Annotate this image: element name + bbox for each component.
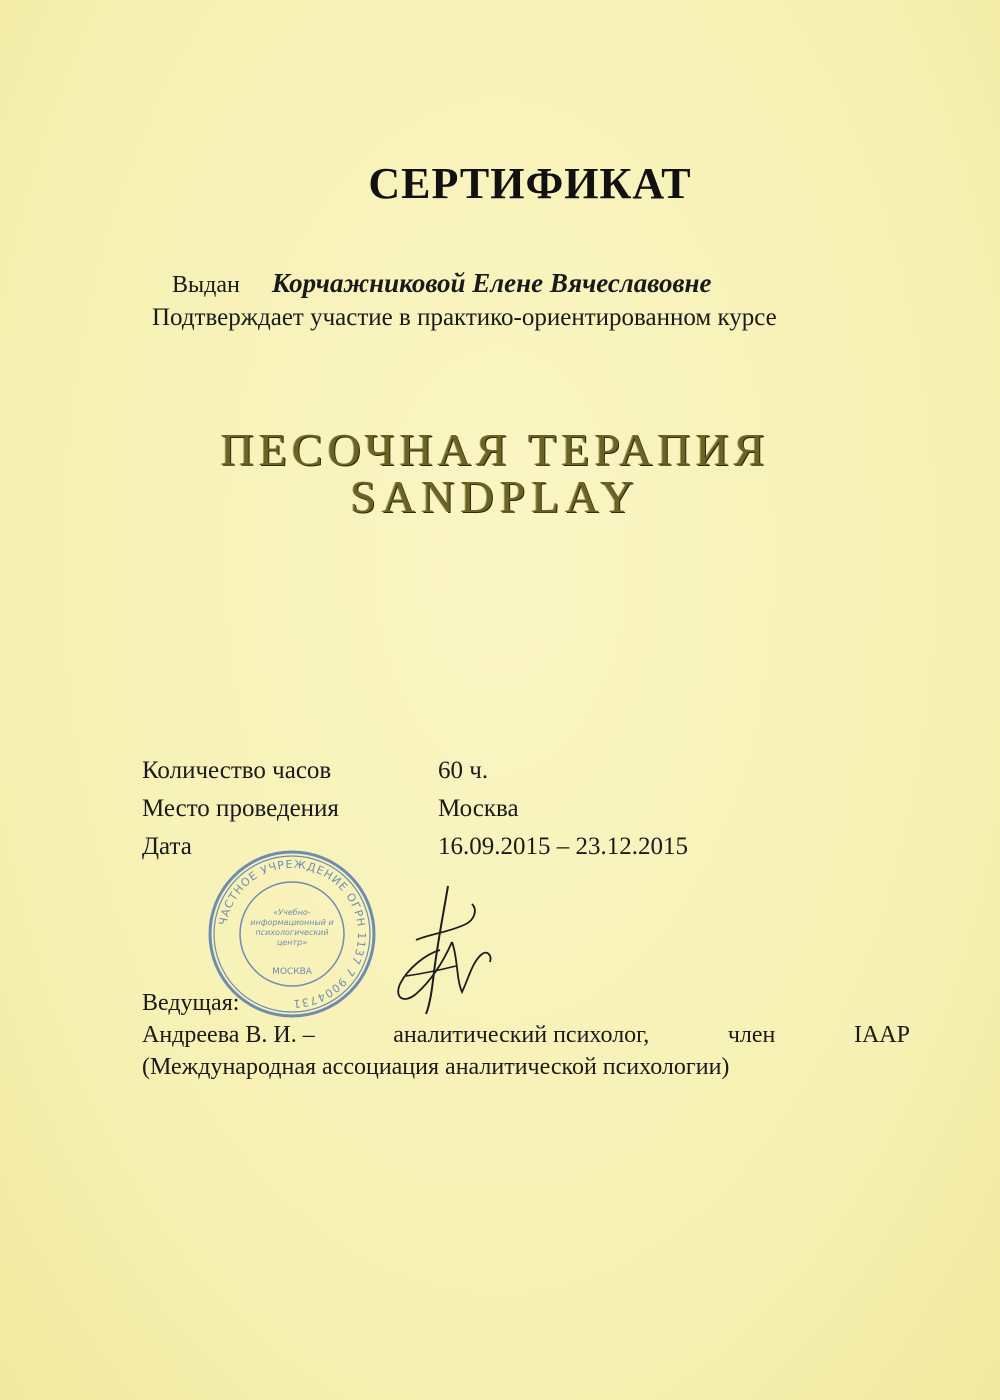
course-title-line1: ПЕСОЧНАЯ ТЕРАПИЯ <box>220 424 770 475</box>
issued-to-line <box>172 268 712 299</box>
leader-org-abbr: IAAP <box>853 1022 910 1048</box>
detail-value: 16.09.2015 – 23.12.2015 <box>438 833 688 860</box>
recipient-name: Корчажниковой Елене Вячеславовне <box>271 268 712 298</box>
leader-org-full: (Международная ассоциация аналитической психологии) <box>142 1054 730 1080</box>
stamp-city: МОСКВА <box>272 967 312 977</box>
leader-role: аналитический психолог, <box>393 1022 650 1048</box>
confirmation-text: Подтверждает участие в практико-ориентированном курсе <box>152 304 777 331</box>
issued-label: Выдан <box>172 272 240 298</box>
detail-row-place <box>142 790 688 828</box>
detail-label: Дата <box>142 833 192 860</box>
certificate-title: СЕРТИФИКАТ <box>368 159 692 208</box>
stamp-center-text: «Учебно-информационный и психологический центр» <box>250 908 334 947</box>
signature <box>386 880 496 1020</box>
leader-name: Андреева В. И. – <box>142 1022 315 1048</box>
leader-member: член <box>727 1022 776 1048</box>
detail-value: 60 ч. <box>438 757 489 784</box>
detail-value: Москва <box>438 795 519 822</box>
detail-row-hours <box>142 752 688 790</box>
course-title-line2: SANDPLAY <box>350 471 640 522</box>
leader-label: Ведущая: <box>142 990 240 1016</box>
detail-label: Количество часов <box>142 757 332 784</box>
stamp-ring-text: ЧАСТНОЕ УЧРЕЖДЕНИЕ ОГРН 1137 7 9004731 <box>216 857 369 1011</box>
leader-line <box>142 1022 910 1049</box>
detail-label: Место проведения <box>142 795 339 822</box>
